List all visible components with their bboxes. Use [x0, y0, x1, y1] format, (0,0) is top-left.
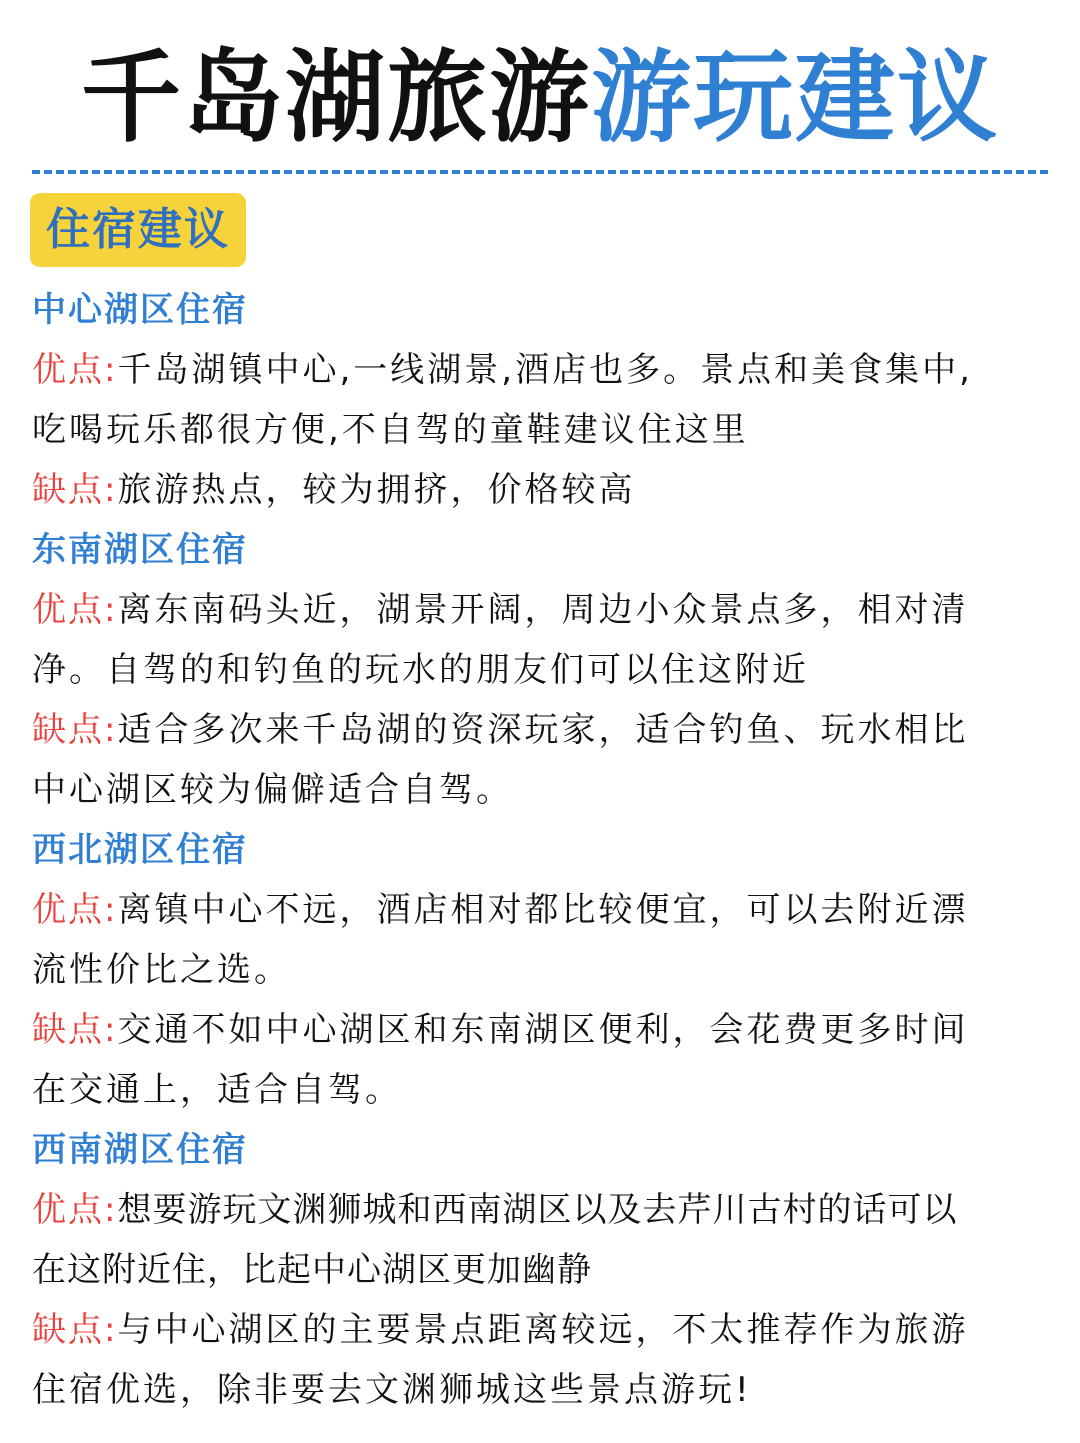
pros-line [32, 340, 1052, 400]
pros-label: 优点: [32, 590, 118, 630]
title-divider [32, 170, 1048, 174]
cons-line: 中心湖区较为偏僻适合自驾。 [32, 770, 513, 810]
pros-line [32, 580, 1052, 640]
cons-paragraph [32, 460, 1052, 520]
pros-paragraph [32, 580, 1052, 700]
cons-line: 住宿优选，除非要去文渊狮城这些景点游玩! [32, 1370, 752, 1410]
cons-text: 与中心湖区的主要景点距离较远，不太推荐作为旅游 [117, 1310, 969, 1350]
cons-label: 缺点: [32, 710, 118, 750]
section-badge: 住宿建议 [30, 193, 246, 267]
content-area [32, 280, 1052, 1420]
pros-line: 吃喝玩乐都很方便,不自驾的童鞋建议住这里 [32, 410, 749, 450]
pros-label: 优点: [32, 890, 118, 930]
pros-text: 离镇中心不远，酒店相对都比较便宜，可以去附近漂 [117, 890, 969, 930]
cons-text: 旅游热点，较为拥挤，价格较高 [117, 470, 636, 510]
cons-label: 缺点: [32, 1310, 118, 1350]
cons-paragraph [32, 1000, 1052, 1120]
pros-text: 离东南码头近，湖景开阔，周边小众景点多，相对清 [117, 590, 969, 630]
page-title-part2: 游玩建议 [591, 39, 999, 156]
cons-line [32, 1300, 1052, 1360]
page-title-part1: 千岛湖旅游 [81, 39, 591, 156]
pros-line: 在这附近住，比起中心湖区更加幽静 [32, 1250, 592, 1290]
section-southeast [32, 520, 1052, 820]
pros-paragraph [32, 340, 1052, 460]
pros-label: 优点: [32, 1190, 118, 1230]
pros-line: 净。自驾的和钓鱼的玩水的朋友们可以住这附近 [32, 650, 809, 690]
pros-text: 千岛湖镇中心,一线湖景,酒店也多。景点和美食集中, [117, 350, 973, 390]
cons-line [32, 460, 1052, 520]
page-title [0, 38, 1080, 158]
cons-line [32, 700, 1052, 760]
pros-text: 想要游玩文渊狮城和西南湖区以及去芹川古村的话可以 [117, 1190, 958, 1230]
cons-label: 缺点: [32, 470, 118, 510]
pros-line [32, 1180, 1052, 1240]
cons-label: 缺点: [32, 1010, 118, 1050]
cons-line: 在交通上，适合自驾。 [32, 1070, 402, 1110]
pros-line [32, 880, 1052, 940]
section-title: 西北湖区住宿 [32, 830, 248, 870]
pros-paragraph [32, 880, 1052, 1000]
section-northwest [32, 820, 1052, 1120]
cons-line [32, 1000, 1052, 1060]
section-central [32, 280, 1052, 520]
cons-text: 交通不如中心湖区和东南湖区便利，会花费更多时间 [117, 1010, 969, 1050]
pros-line: 流性价比之选。 [32, 950, 291, 990]
cons-paragraph [32, 1300, 1052, 1420]
section-title: 西南湖区住宿 [32, 1130, 248, 1170]
section-title: 中心湖区住宿 [32, 290, 248, 330]
cons-text: 适合多次来千岛湖的资深玩家，适合钓鱼、玩水相比 [117, 710, 969, 750]
section-title: 东南湖区住宿 [32, 530, 248, 570]
pros-paragraph [32, 1180, 1052, 1300]
pros-label: 优点: [32, 350, 118, 390]
section-southwest [32, 1120, 1052, 1420]
cons-paragraph [32, 700, 1052, 820]
